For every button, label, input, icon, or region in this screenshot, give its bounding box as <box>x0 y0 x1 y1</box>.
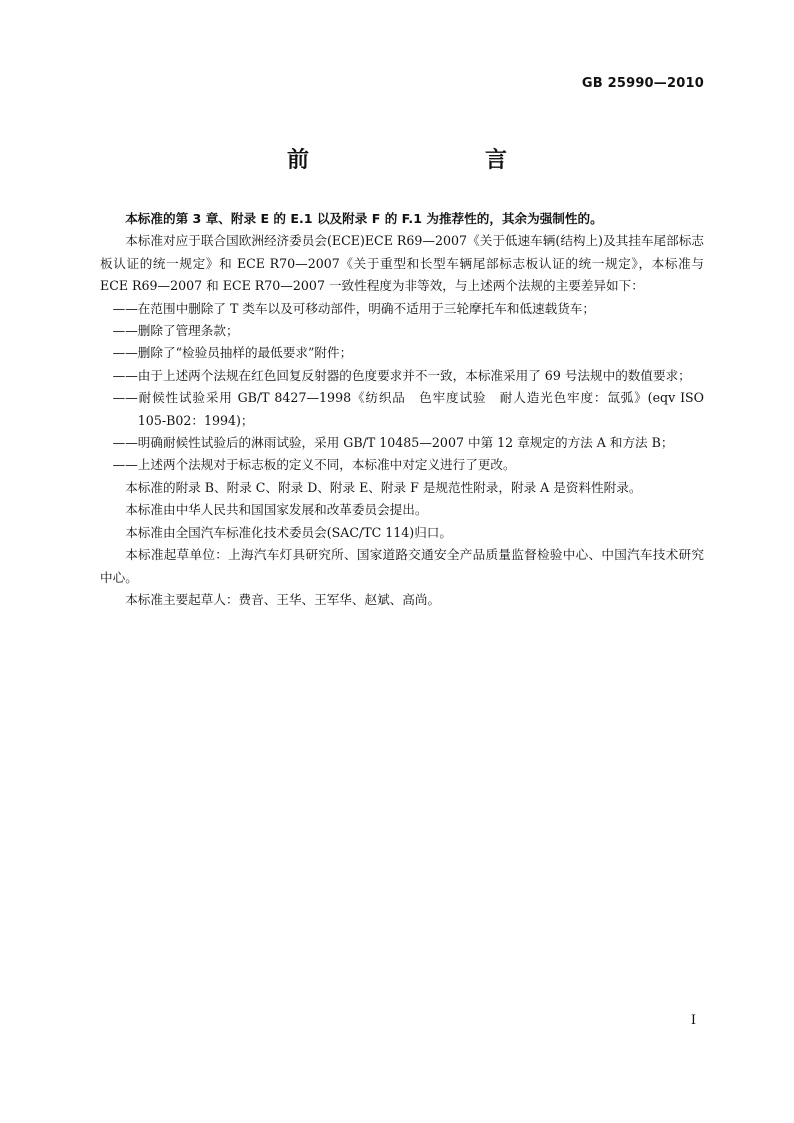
paragraph-correspondence: 本标准对应于联合国欧洲经济委员会(ECE)ECE R69—2007《关于低速车辆(结构上)及其挂车尾部标志板认证的统一规定》和 ECE R70—2007《关于重型和长型车辆尾部标志板认证的统一规定》，本标准与 ECE R69—2007 和 ECE R70—2007 一致性程度为非等效，与上述两个法规的主要差异如下： <box>100 233 704 294</box>
standard-code: GB 25990—2010 <box>581 76 704 91</box>
list-item: ——在范围中删除了 T 类车以及可移动部件，明确不适用于三轮摩托车和低速载货车； <box>112 300 595 316</box>
page-number: I <box>690 1013 696 1028</box>
paragraph-recommended-notice: 本标准的第 3 章、附录 E 的 E.1 以及附录 F 的 F.1 为推荐性的，其余为强制性的。 <box>125 211 603 226</box>
list-item: ——删除了管理条款； <box>112 323 239 339</box>
list-item: ——删除了“检验员抽样的最低要求”附件； <box>112 345 353 361</box>
paragraph-managed-by: 本标准由全国汽车标准化技术委员会(SAC/TC 114)归口。 <box>125 524 452 540</box>
foreword-body <box>100 208 704 611</box>
list-item: ——上述两个法规对于标志板的定义不同，本标准中对定义进行了更改。 <box>112 457 516 473</box>
paragraph-proposed-by: 本标准由中华人民共和国国家发展和改革委员会提出。 <box>125 502 428 518</box>
paragraph-drafting-units: 本标准起草单位：上海汽车灯具研究所、国家道路交通安全产品质量监督检验中心、中国汽车技术研究中心。 <box>100 547 704 585</box>
list-item: ——耐候性试验采用 GB/T 8427—1998《纺织品 色牢度试验 耐人造光色牢度：氙弧》(eqv ISO 105-B02：1994)； <box>112 390 704 428</box>
list-item: ——明确耐候性试验后的淋雨试验，采用 GB/T 10485—2007 中第 12 章规定的方法 A 和方法 B； <box>112 435 674 451</box>
paragraph-appendix-types: 本标准的附录 B、附录 C、附录 D、附录 E、附录 F 是规范性附录，附录 A 是资料性附录。 <box>125 479 642 495</box>
page-title: 前 言 <box>286 148 551 173</box>
list-item: ——由于上述两个法规在红色回复反射器的色度要求并不一致，本标准采用了 69 号法规中的数值要求； <box>112 367 691 383</box>
paragraph-drafters: 本标准主要起草人：费音、王华、王军华、赵斌、高尚。 <box>125 591 441 607</box>
